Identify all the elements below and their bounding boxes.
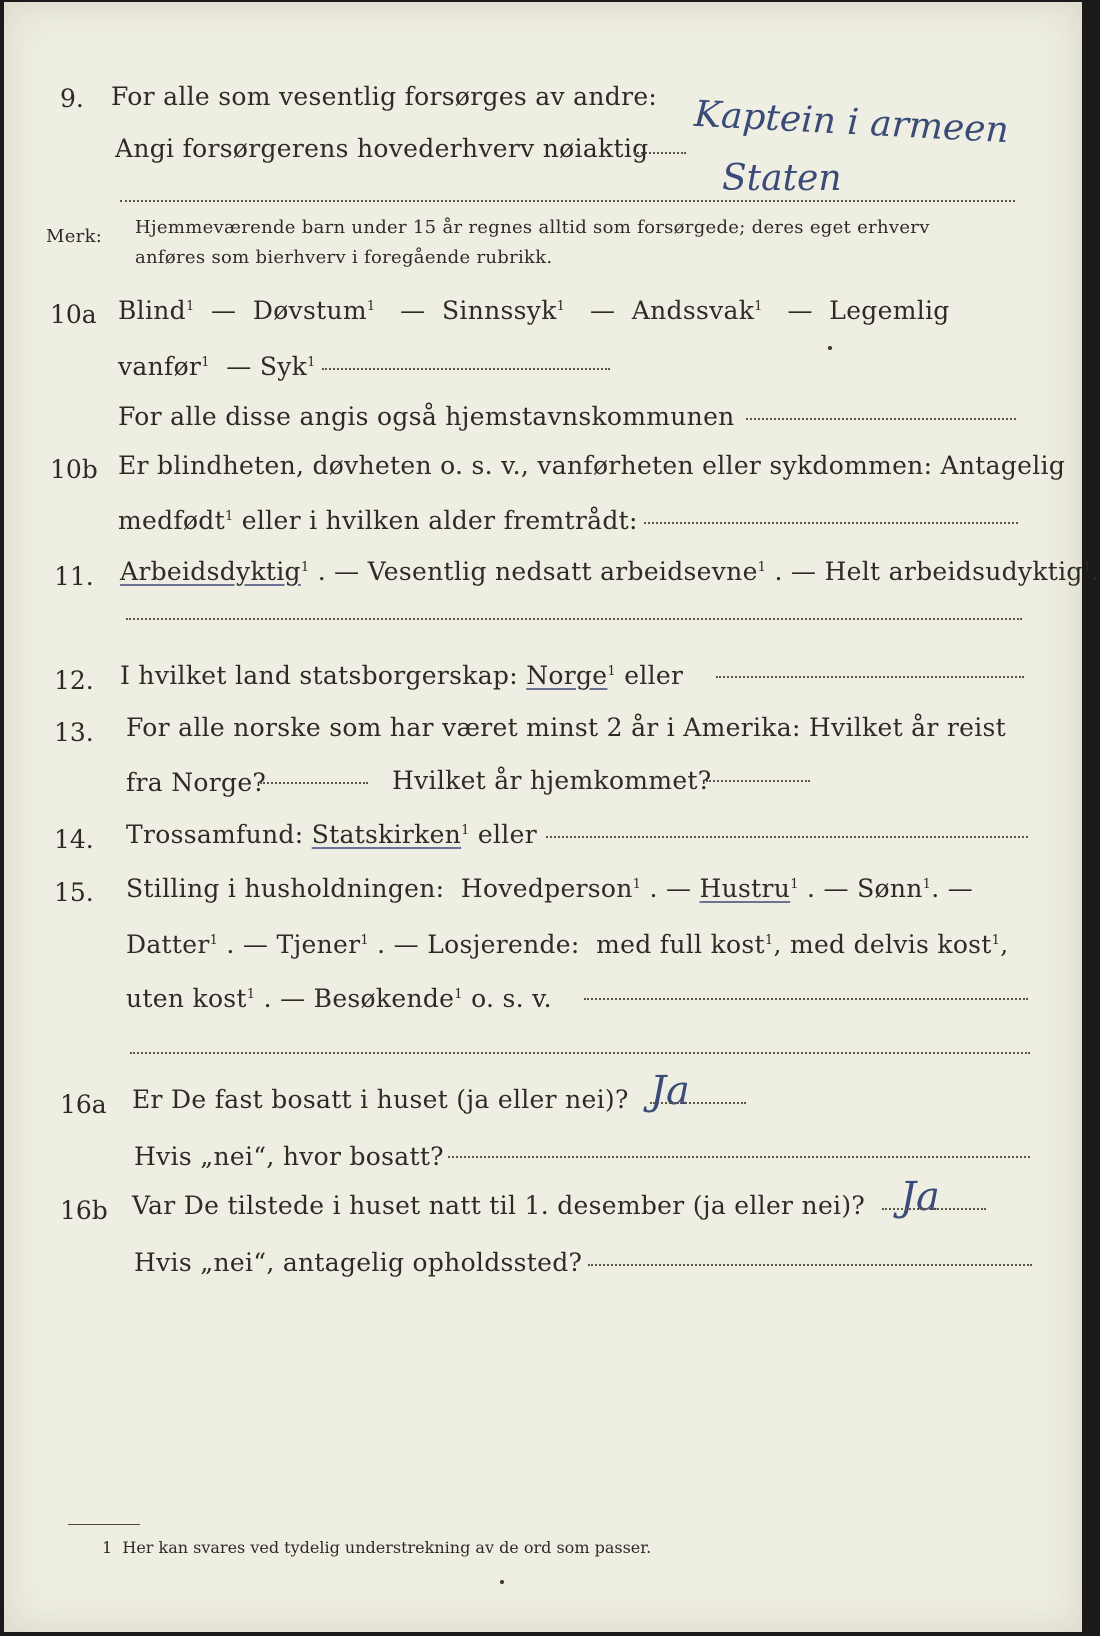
- q9-heading: For alle som vesentlig forsørges av andre:: [111, 82, 658, 111]
- q16a-number: 16a: [60, 1090, 107, 1119]
- q15-number: 15.: [54, 878, 94, 907]
- q16a-followup-line: [448, 1156, 1030, 1158]
- q11-answer-line: [126, 618, 1022, 620]
- q14-line: Trossamfund: Statskirken$^1$ eller: [126, 820, 537, 849]
- q9-handwritten-answer: Kaptein i armeen: [693, 93, 1010, 152]
- q9-prompt: Angi forsørgerens hovederhverv nøiaktig: [115, 134, 649, 163]
- q15-line2: Datter$^1$ . — Tjener$^1$ . — Losjerende: med full kost$^1$, med delvis kost$^1$,: [126, 930, 1009, 959]
- q16b-followup: Hvis „nei“, antagelig opholdssted?: [134, 1248, 583, 1277]
- q10b-line1: Er blindheten, døvheten o. s. v., vanførheten eller sykdommen: Antagelig: [118, 451, 1066, 480]
- q11-number: 11.: [54, 562, 94, 591]
- q12-answer-line: [716, 676, 1024, 678]
- note-line1: Hjemmeværende barn under 15 år regnes alltid som forsørgede; deres eget erhverv: [135, 217, 930, 238]
- q15-answer-line-2: [130, 1052, 1030, 1054]
- q16a-prompt: Er De fast bosatt i huset (ja eller nei)?: [132, 1085, 629, 1114]
- q10a-number: 10a: [50, 300, 97, 329]
- q10a-line1: Blind$^1$ — Døvstum$^1$ — Sinnssyk$^1$ — Andssvak$^1$ — Legemlig: [118, 296, 950, 325]
- q10b-answer-line: [644, 522, 1018, 524]
- q10a-line3: For alle disse angis også hjemstavnskommunen: [118, 402, 735, 431]
- footnote-rule: [68, 1524, 140, 1525]
- q9-number: 9.: [60, 84, 84, 113]
- q12-line: I hvilket land statsborgerskap: Norge$^1$ eller: [120, 661, 684, 690]
- q9-answer-line: [634, 152, 686, 154]
- q16b-answer-line: [882, 1208, 986, 1210]
- q13-line1: For alle norske som har været minst 2 år i Amerika: Hvilket år reist: [126, 713, 1007, 742]
- q16b-prompt: Var De tilstede i huset natt til 1. desember (ja eller nei)?: [132, 1191, 866, 1220]
- q9-handwritten-answer-2: Staten: [722, 158, 842, 199]
- q16b-followup-line: [588, 1264, 1032, 1266]
- q15-line3: uten kost$^1$ . — Besøkende$^1$ o. s. v.: [126, 984, 552, 1013]
- note-label: Merk:: [46, 226, 103, 247]
- q10a-answer-line-2: [746, 418, 1016, 420]
- q10a-line2: vanfør$^1$ — Syk$^1$: [118, 352, 316, 381]
- q16b-number: 16b: [60, 1196, 108, 1225]
- q14-answer-line: [546, 836, 1028, 838]
- q13-line2b: Hvilket år hjemkommet?: [392, 766, 712, 795]
- q14-number: 14.: [54, 825, 94, 854]
- q13-answer-line-2: [706, 780, 810, 782]
- q13-line2a: fra Norge?: [126, 768, 267, 797]
- q12-number: 12.: [54, 666, 94, 695]
- q13-number: 13.: [54, 718, 94, 747]
- footnote: 1 Her kan svares ved tydelig understrekning av de ord som passer.: [102, 1538, 652, 1557]
- q16a-handwritten-answer: Ja: [650, 1068, 690, 1114]
- speck: [500, 1580, 504, 1584]
- q10b-line2: medfødt$^1$ eller i hvilken alder fremtrådt:: [118, 506, 638, 535]
- q11-line: Arbeidsdyktig$^1$ . — Vesentlig nedsatt arbeidsevne$^1$ . — Helt arbeidsudyktig$^1$.: [120, 557, 1100, 586]
- q10b-number: 10b: [50, 455, 98, 484]
- census-form-page: [4, 2, 1100, 1632]
- q16a-followup: Hvis „nei“, hvor bosatt?: [134, 1142, 444, 1171]
- note-line2: anføres som bierhverv i foregående rubrikk.: [135, 247, 553, 268]
- q16a-answer-line: [650, 1102, 746, 1104]
- q9-answer-line-2: [120, 200, 1015, 202]
- q15-answer-line: [584, 998, 1028, 1000]
- q15-line1: Stilling i husholdningen: Hovedperson$^1$ . — Hustru$^1$ . — Sønn$^1$. —: [126, 874, 974, 903]
- speck: [828, 346, 832, 350]
- q16b-handwritten-answer: Ja: [900, 1174, 940, 1220]
- q10a-answer-line: [322, 368, 610, 370]
- q13-answer-line-1: [260, 782, 368, 784]
